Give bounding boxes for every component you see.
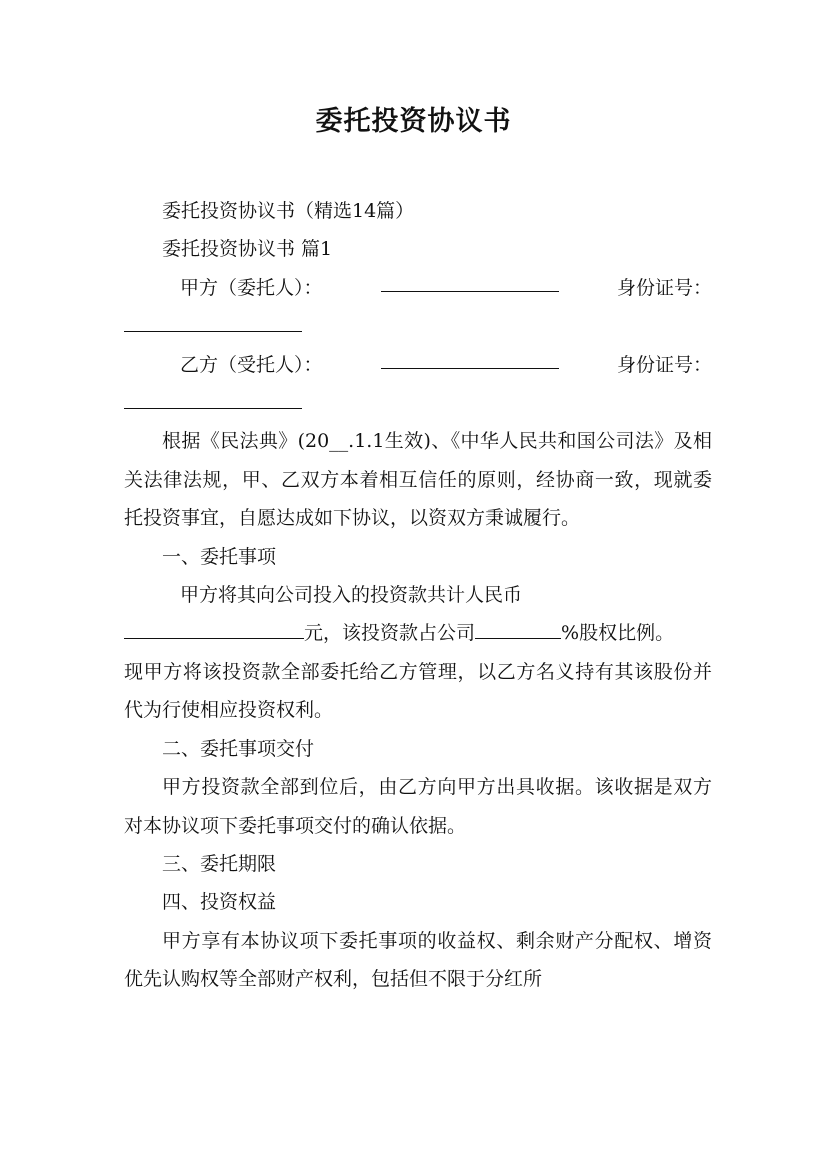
party-a-line bbox=[124, 269, 712, 307]
paragraph-rights: 甲方享有本协议项下委托事项的收益权、剩余财产分配权、增资优先认购权等全部财产权利，包括但不限于分红所 bbox=[124, 929, 712, 991]
equity-ratio-text: %股权比例。 bbox=[561, 622, 675, 645]
paragraph-investment-lead bbox=[124, 576, 712, 614]
equity-ratio-blank bbox=[475, 616, 561, 639]
heading-term: 三、委托期限 bbox=[162, 852, 277, 875]
party-a-id-label: 身份证号： bbox=[616, 276, 712, 299]
amount-group bbox=[124, 614, 674, 652]
heading-rights: 四、投资权益 bbox=[162, 891, 277, 914]
document-title: 委托投资协议书 bbox=[315, 106, 512, 137]
party-b-label: 乙方（受托人）： bbox=[180, 353, 323, 376]
section-heading: 委托投资协议书 篇1 bbox=[162, 238, 333, 261]
party-a-name-blank bbox=[381, 269, 559, 292]
party-b-id-blank bbox=[124, 386, 302, 409]
party-b-line bbox=[124, 346, 712, 384]
subtitle: 委托投资协议书（精选14篇） bbox=[162, 200, 415, 222]
party-a-label: 甲方（委托人）： bbox=[180, 276, 323, 299]
party-a-id-line bbox=[124, 307, 712, 345]
document-body bbox=[124, 192, 712, 999]
paragraph-investment-rest: 现甲方将该投资款全部委托给乙方管理，以乙方名义持有其该股份并代为行使相应投资权利。 bbox=[124, 660, 712, 722]
party-b-name-blank bbox=[381, 346, 559, 369]
investment-lead-text: 甲方将其向公司投入的投资款共计人民币 bbox=[180, 584, 523, 607]
paragraph-investment-amount-line bbox=[124, 614, 712, 652]
heading-entrusted-matters: 一、委托事项 bbox=[162, 545, 277, 568]
party-a-id-blank bbox=[124, 309, 302, 332]
heading-delivery: 二、委托事项交付 bbox=[162, 737, 315, 760]
party-b-id-line bbox=[124, 384, 712, 422]
amount-blank bbox=[124, 616, 304, 639]
amount-unit-text: 元，该投资款占公司 bbox=[304, 622, 476, 645]
paragraph-delivery: 甲方投资款全部到位后，由乙方向甲方出具收据。该收据是双方对本协议项下委托事项交付的确认依据。 bbox=[124, 776, 712, 837]
party-b-id-label: 身份证号： bbox=[616, 353, 712, 376]
paragraph-basis: 根据《民法典》(20__.1.1生效)、《中华人民共和国公司法》及相关法律法规，甲、乙双方本着相互信任的原则，经协商一致，现就委托投资事宜，自愿达成如下协议，以资双方秉诚履行。 bbox=[124, 430, 712, 530]
